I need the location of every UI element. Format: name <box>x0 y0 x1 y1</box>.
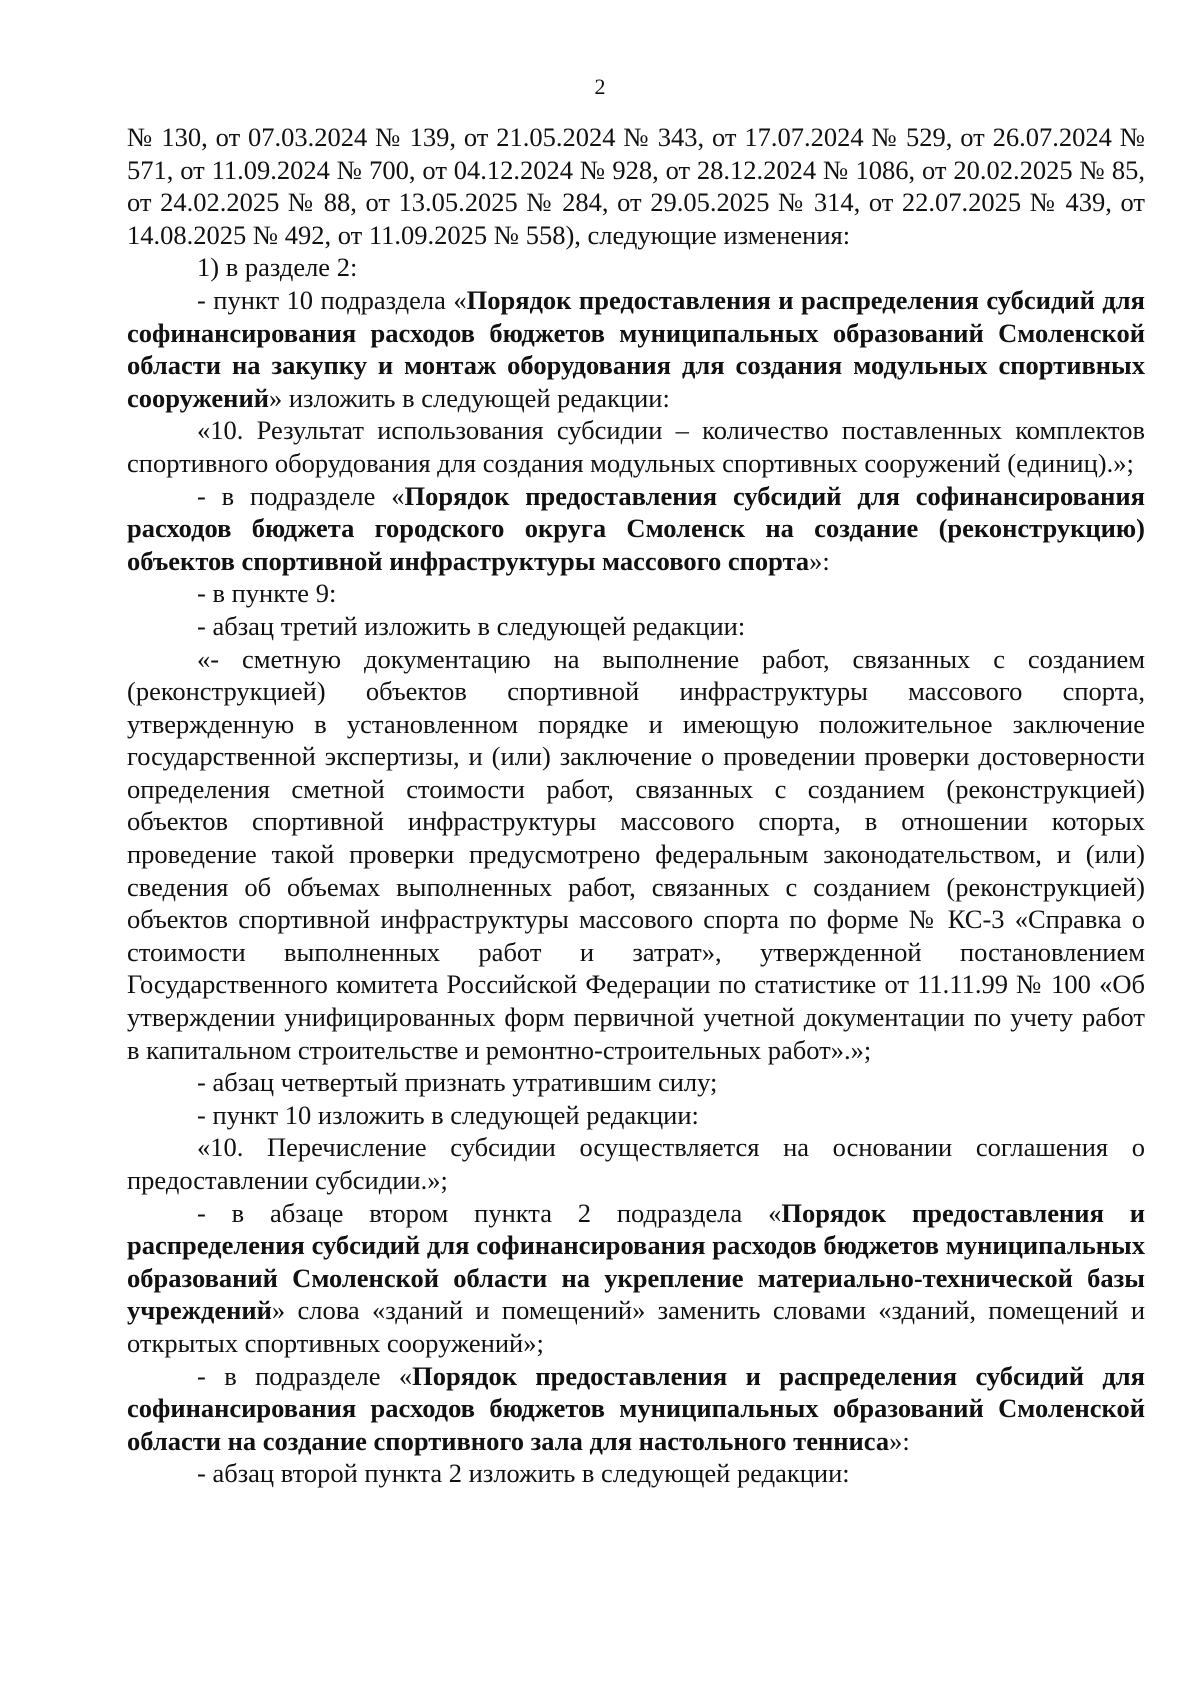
paragraph-text: »: <box>889 1425 910 1456</box>
paragraph-subsection-smolensk <box>127 480 1145 578</box>
paragraph-section-2: 1) в разделе 2: <box>197 252 358 283</box>
paragraph-quote-result: «10. Результат использования субсидии – количество поставленных комплектов спортивного оборудования для создания модульных спортивных сооружений (единиц).»; <box>127 415 1145 478</box>
paragraph-text: - в абзаце втором пункта 2 подраздела « <box>197 1197 782 1228</box>
paragraph-text: » слова «зданий и помещений» заменить словами «зданий, помещений и открытых спортивных сооружений»; <box>127 1295 1145 1358</box>
paragraph-abzac-4: - абзац четвертый признать утратившим силу; <box>197 1067 718 1098</box>
paragraph-item-10: - пункт 10 изложить в следующей редакции: <box>197 1099 699 1130</box>
bold-subsection-title: Порядок предоставления субсидий для софинансирования расходов бюджета городского округа Смоленск на создание (реконструкцию) объектов спортивной инфраструктуры массового спорта <box>127 480 1145 576</box>
paragraph-text: » изложить в следующей редакции: <box>269 382 670 413</box>
paragraph-abzac-2-item-2: - абзац второй пункта 2 изложить в следующей редакции: <box>197 1458 850 1489</box>
document-body <box>127 121 1145 1490</box>
bold-subsection-title: Порядок предоставления и распределения субсидий для софинансирования расходов бюджетов муниципальных образований Смоленской области на создание спортивного зала для настольного тенниса <box>127 1360 1145 1456</box>
paragraph-subsection-material-base <box>127 1197 1145 1360</box>
paragraph-item-10-modular <box>127 284 1145 414</box>
paragraph-text: - пункт 10 подраздела « <box>197 284 467 315</box>
paragraph-resolutions-list: № 130, от 07.03.2024 № 139, от 21.05.2024 № 343, от 17.07.2024 № 529, от 26.07.2024 № 571, от 11.09.2024 № 700, от 04.12.2024 № 928, от 28.12.2024 № 1086, от 20.02.2025 № 85, от 24.02.2025 № 88, от 13.05.2025 № 284, от 29.05.2025 № 314, от 22.07.2025 № 439, от 14.08.2025 № 492, от 11.09.2025 № 558), следующие изменения: <box>127 122 1145 250</box>
paragraph-text: - в подразделе « <box>197 480 405 511</box>
bold-subsection-title: Порядок предоставления и распределения субсидий для софинансирования расходов бюджетов муниципальных образований Смоленской области на укрепление материально-технической базы учреждений <box>127 1197 1145 1326</box>
bold-subsection-title: Порядок предоставления и распределения субсидий для софинансирования расходов бюджетов муниципальных образований Смоленской области на закупку и монтаж оборудования для создания модульных спортивных сооружений <box>127 284 1145 413</box>
page-number: 2 <box>594 74 606 99</box>
paragraph-text: »: <box>809 545 830 576</box>
paragraph-quote-transfer: «10. Перечисление субсидии осуществляется на основании соглашения о предоставлении субсидии.»; <box>127 1132 1145 1195</box>
paragraph-item-9: - в пункте 9: <box>197 578 337 609</box>
paragraph-quote-documentation: «- сметную документацию на выполнение работ, связанных с созданием (реконструкцией) объектов спортивной инфраструктуры массового спорта, утвержденную в установленном порядке и имеющую положительное заключение государственной экспертизы, и (или) заключение о проведении проверки достоверности определения сметной стоимости работ, связанных с созданием (реконструкцией) объектов спортивной инфраструктуры массового спорта, в отношении которых проведение такой проверки предусмотрено федеральным законодательством, и (или) сведения об объемах выполненных работ, связанных с созданием (реконструкцией) объектов спортивной инфраструктуры массового спорта по форме № КС-3 «Справка о стоимости выполненных работ и затрат», утвержденной постановлением Государственного комитета Российской Федерации по статистике от 11.11.99 № 100 «Об утверждении унифицированных форм первичной учетной документации по учету работ в капитальном строительстве и ремонтно-строительных работ».»; <box>127 643 1145 1065</box>
paragraph-abzac-3: - абзац третий изложить в следующей редакции: <box>197 610 746 641</box>
paragraph-subsection-tennis <box>127 1360 1145 1458</box>
paragraph-text: - в подразделе « <box>197 1360 413 1391</box>
